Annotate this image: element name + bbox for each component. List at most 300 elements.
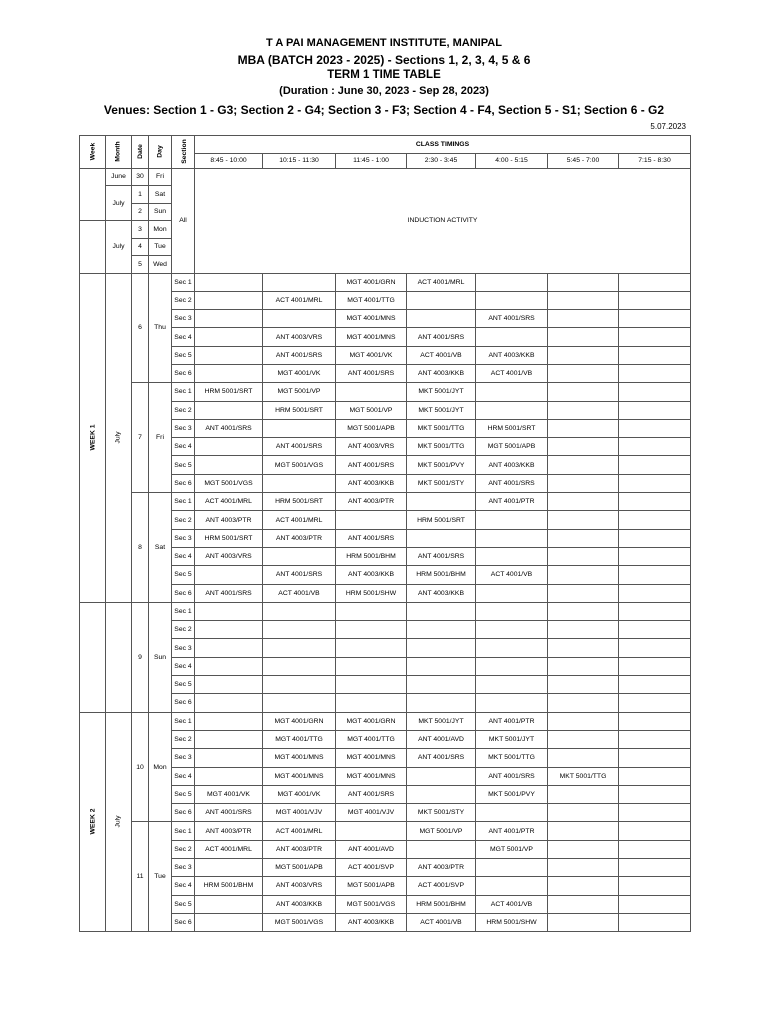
class-slot-cell bbox=[336, 694, 407, 712]
class-slot-cell bbox=[619, 438, 691, 456]
class-slot-cell bbox=[195, 639, 263, 657]
slot-header: 7:15 - 8:30 bbox=[619, 153, 691, 168]
class-slot-cell: ANT 4001/SRS bbox=[476, 474, 548, 492]
class-slot-cell bbox=[336, 621, 407, 639]
class-slot-cell bbox=[548, 547, 619, 565]
venues-line: Venues: Section 1 - G3; Section 2 - G4; Section 3 - F3; Section 4 - F4, Section 5 - S1; Section 6 - G2 bbox=[103, 103, 665, 117]
programme-title: MBA (BATCH 2023 - 2025) - Sections 1, 2, 3, 4, 5 & 6 bbox=[237, 53, 531, 67]
section-cell: Sec 2 bbox=[172, 840, 195, 858]
day-cell: Fri bbox=[149, 168, 172, 186]
class-slot-cell bbox=[195, 676, 263, 694]
class-slot-cell bbox=[407, 657, 476, 675]
section-cell: Sec 2 bbox=[172, 401, 195, 419]
class-slot-cell bbox=[195, 438, 263, 456]
class-slot-cell bbox=[548, 273, 619, 291]
class-slot-cell: MGT 5001/VGS bbox=[195, 474, 263, 492]
class-slot-cell: ANT 4003/VRS bbox=[195, 547, 263, 565]
class-slot-cell: ANT 4003/KKB bbox=[407, 364, 476, 382]
class-slot-cell bbox=[548, 529, 619, 547]
month-cell: July bbox=[106, 221, 132, 274]
class-slot-cell: ANT 4001/SRS bbox=[263, 346, 336, 364]
table-row bbox=[80, 474, 691, 492]
slot-header: 5:45 - 7:00 bbox=[548, 153, 619, 168]
month-cell: June bbox=[106, 168, 132, 186]
table-row bbox=[80, 328, 691, 346]
class-slot-cell: HRM 5001/SRT bbox=[195, 383, 263, 401]
class-slot-cell bbox=[476, 676, 548, 694]
class-slot-cell bbox=[263, 657, 336, 675]
class-slot-cell: MKT 5001/JYT bbox=[407, 383, 476, 401]
class-slot-cell: ANT 4001/SRS bbox=[407, 547, 476, 565]
section-cell: Sec 1 bbox=[172, 493, 195, 511]
section-cell: Sec 3 bbox=[172, 749, 195, 767]
class-slot-cell bbox=[263, 676, 336, 694]
class-slot-cell bbox=[619, 401, 691, 419]
class-slot-cell: MGT 5001/APB bbox=[336, 419, 407, 437]
day-cell: Wed bbox=[149, 256, 172, 274]
date-cell: 3 bbox=[132, 221, 149, 239]
class-slot-cell bbox=[195, 859, 263, 877]
class-slot-cell bbox=[619, 584, 691, 602]
class-slot-cell bbox=[195, 328, 263, 346]
class-slot-cell: ANT 4003/PTR bbox=[195, 822, 263, 840]
class-slot-cell bbox=[619, 895, 691, 913]
table-row bbox=[80, 804, 691, 822]
class-slot-cell bbox=[619, 621, 691, 639]
class-slot-cell: HRM 5001/SRT bbox=[476, 419, 548, 437]
class-slot-cell bbox=[548, 621, 619, 639]
section-cell: Sec 6 bbox=[172, 364, 195, 382]
section-cell: Sec 5 bbox=[172, 456, 195, 474]
class-slot-cell: ACT 4001/VB bbox=[476, 566, 548, 584]
class-slot-cell bbox=[548, 346, 619, 364]
class-slot-cell: ANT 4001/SRS bbox=[336, 785, 407, 803]
class-slot-cell bbox=[407, 694, 476, 712]
class-slot-cell bbox=[195, 657, 263, 675]
section-cell: Sec 2 bbox=[172, 291, 195, 309]
class-slot-cell: ACT 4001/MRL bbox=[195, 493, 263, 511]
table-row bbox=[80, 273, 691, 291]
section-cell: Sec 3 bbox=[172, 310, 195, 328]
section-cell: Sec 4 bbox=[172, 328, 195, 346]
class-slot-cell bbox=[619, 877, 691, 895]
class-slot-cell bbox=[619, 273, 691, 291]
class-slot-cell: MGT 4001/GRN bbox=[263, 712, 336, 730]
class-slot-cell bbox=[548, 840, 619, 858]
header-row bbox=[80, 136, 691, 154]
class-slot-cell: ANT 4001/SRS bbox=[407, 328, 476, 346]
class-slot-cell bbox=[619, 712, 691, 730]
week-header: Week bbox=[80, 136, 106, 169]
class-slot-cell bbox=[548, 511, 619, 529]
class-slot-cell bbox=[476, 273, 548, 291]
class-slot-cell: MGT 4001/GRN bbox=[336, 273, 407, 291]
month-gap-cell bbox=[106, 602, 132, 712]
class-slot-cell: ANT 4001/SRS bbox=[195, 419, 263, 437]
class-slot-cell bbox=[263, 694, 336, 712]
class-slot-cell: ANT 4003/KKB bbox=[336, 474, 407, 492]
class-slot-cell bbox=[195, 310, 263, 328]
class-slot-cell bbox=[263, 547, 336, 565]
class-slot-cell bbox=[619, 730, 691, 748]
class-slot-cell bbox=[407, 621, 476, 639]
class-slot-cell: MKT 5001/TTG bbox=[407, 419, 476, 437]
class-slot-cell: ACT 4001/MRL bbox=[263, 511, 336, 529]
date-cell: 1 bbox=[132, 186, 149, 204]
class-slot-cell: MGT 5001/APB bbox=[263, 859, 336, 877]
class-slot-cell: ANT 4003/KKB bbox=[336, 566, 407, 584]
slot-header: 10:15 - 11:30 bbox=[263, 153, 336, 168]
class-slot-cell bbox=[195, 712, 263, 730]
class-slot-cell bbox=[407, 602, 476, 620]
day-header: Day bbox=[149, 136, 172, 169]
class-slot-cell bbox=[548, 291, 619, 309]
class-slot-cell bbox=[195, 346, 263, 364]
class-slot-cell bbox=[336, 657, 407, 675]
section-cell: Sec 5 bbox=[172, 566, 195, 584]
class-slot-cell bbox=[263, 639, 336, 657]
class-slot-cell: MKT 5001/STY bbox=[407, 474, 476, 492]
class-slot-cell: MGT 5001/APB bbox=[336, 877, 407, 895]
class-slot-cell: ANT 4001/SRS bbox=[336, 456, 407, 474]
duration-line bbox=[0, 85, 768, 97]
table-row bbox=[80, 657, 691, 675]
table-row bbox=[80, 767, 691, 785]
slot-header: 2:30 - 3:45 bbox=[407, 153, 476, 168]
class-slot-cell bbox=[263, 621, 336, 639]
class-slot-cell: ANT 4003/KKB bbox=[336, 913, 407, 931]
class-slot-cell: ANT 4001/AVD bbox=[336, 840, 407, 858]
class-slot-cell: MKT 5001/JYT bbox=[407, 712, 476, 730]
class-slot-cell: ACT 4001/SVP bbox=[407, 877, 476, 895]
class-slot-cell: MGT 4001/VJV bbox=[336, 804, 407, 822]
class-slot-cell: MGT 4001/MNS bbox=[336, 767, 407, 785]
section-cell: Sec 6 bbox=[172, 913, 195, 931]
class-slot-cell bbox=[548, 310, 619, 328]
day-cell: Sat bbox=[149, 186, 172, 204]
class-slot-cell bbox=[407, 676, 476, 694]
table-row bbox=[80, 566, 691, 584]
class-timings-header: CLASS TIMINGS bbox=[195, 136, 691, 154]
class-slot-cell bbox=[195, 566, 263, 584]
date-cell: 10 bbox=[132, 712, 149, 822]
class-slot-cell bbox=[476, 328, 548, 346]
class-slot-cell bbox=[548, 383, 619, 401]
class-slot-cell: MGT 4001/MNS bbox=[336, 328, 407, 346]
class-slot-cell bbox=[336, 511, 407, 529]
section-cell: Sec 6 bbox=[172, 584, 195, 602]
class-slot-cell: ANT 4001/SRS bbox=[195, 584, 263, 602]
class-slot-cell bbox=[195, 767, 263, 785]
class-slot-cell bbox=[476, 584, 548, 602]
class-slot-cell: ANT 4003/KKB bbox=[407, 584, 476, 602]
class-slot-cell bbox=[407, 310, 476, 328]
class-slot-cell bbox=[619, 364, 691, 382]
table-row bbox=[80, 895, 691, 913]
class-slot-cell bbox=[548, 804, 619, 822]
day-cell: Sun bbox=[149, 602, 172, 712]
class-slot-cell bbox=[619, 859, 691, 877]
class-slot-cell bbox=[619, 602, 691, 620]
class-slot-cell bbox=[548, 676, 619, 694]
class-slot-cell: ANT 4001/AVD bbox=[407, 730, 476, 748]
class-slot-cell bbox=[619, 566, 691, 584]
class-slot-cell: MGT 4001/VK bbox=[195, 785, 263, 803]
class-slot-cell bbox=[619, 676, 691, 694]
induction-activity-cell: INDUCTION ACTIVITY bbox=[195, 168, 691, 273]
class-slot-cell bbox=[407, 639, 476, 657]
class-slot-cell bbox=[548, 328, 619, 346]
day-cell: Sun bbox=[149, 203, 172, 221]
week-label-cell: WEEK 2 bbox=[80, 712, 106, 932]
table-row bbox=[80, 840, 691, 858]
class-slot-cell: ANT 4001/SRS bbox=[476, 310, 548, 328]
class-slot-cell bbox=[548, 785, 619, 803]
section-cell: Sec 4 bbox=[172, 547, 195, 565]
table-row bbox=[80, 291, 691, 309]
class-slot-cell: MGT 4001/VJV bbox=[263, 804, 336, 822]
table-row bbox=[80, 621, 691, 639]
table-row bbox=[80, 529, 691, 547]
class-slot-cell bbox=[548, 822, 619, 840]
class-slot-cell: ANT 4003/KKB bbox=[263, 895, 336, 913]
table-row bbox=[80, 639, 691, 657]
class-slot-cell bbox=[336, 383, 407, 401]
induction-section-cell: All bbox=[172, 168, 195, 273]
class-slot-cell: MKT 5001/TTG bbox=[548, 767, 619, 785]
class-slot-cell: ACT 4001/VB bbox=[476, 895, 548, 913]
class-slot-cell bbox=[548, 913, 619, 931]
class-slot-cell bbox=[195, 401, 263, 419]
revision-date: 5.07.2023 bbox=[650, 122, 686, 131]
day-cell: Tue bbox=[149, 238, 172, 256]
section-cell: Sec 5 bbox=[172, 346, 195, 364]
class-slot-cell: ANT 4001/SRS bbox=[476, 767, 548, 785]
class-slot-cell bbox=[619, 456, 691, 474]
class-slot-cell: ANT 4003/PTR bbox=[263, 529, 336, 547]
class-slot-cell bbox=[548, 493, 619, 511]
duration-open: ( bbox=[279, 85, 283, 97]
table-row bbox=[80, 602, 691, 620]
class-slot-cell bbox=[263, 602, 336, 620]
class-slot-cell bbox=[195, 730, 263, 748]
class-slot-cell bbox=[548, 602, 619, 620]
table-row bbox=[80, 383, 691, 401]
class-slot-cell: MGT 4001/MNS bbox=[263, 767, 336, 785]
date-cell: 7 bbox=[132, 383, 149, 493]
class-slot-cell bbox=[619, 749, 691, 767]
class-slot-cell: MGT 4001/TTG bbox=[336, 730, 407, 748]
class-slot-cell: ACT 4001/VB bbox=[407, 913, 476, 931]
class-slot-cell bbox=[407, 529, 476, 547]
timetable bbox=[79, 135, 691, 932]
class-slot-cell: MKT 5001/JYT bbox=[407, 401, 476, 419]
section-cell: Sec 1 bbox=[172, 602, 195, 620]
month-header: Month bbox=[106, 136, 132, 169]
class-slot-cell: ANT 4003/PTR bbox=[195, 511, 263, 529]
day-cell: Mon bbox=[149, 221, 172, 239]
duration-text: Duration : June 30, 2023 - Sep 28, 2023 bbox=[282, 85, 486, 97]
class-slot-cell bbox=[195, 694, 263, 712]
class-slot-cell: ANT 4001/SRS bbox=[336, 529, 407, 547]
class-slot-cell: ANT 4003/PTR bbox=[263, 840, 336, 858]
class-slot-cell bbox=[619, 547, 691, 565]
class-slot-cell bbox=[548, 730, 619, 748]
class-slot-cell bbox=[476, 401, 548, 419]
class-slot-cell: MGT 5001/VGS bbox=[336, 895, 407, 913]
section-cell: Sec 4 bbox=[172, 877, 195, 895]
class-slot-cell: MGT 5001/VGS bbox=[263, 456, 336, 474]
table-row bbox=[80, 493, 691, 511]
class-slot-cell: MGT 4001/MNS bbox=[336, 310, 407, 328]
class-slot-cell bbox=[619, 493, 691, 511]
class-slot-cell: MGT 5001/VP bbox=[336, 401, 407, 419]
induction-week-cell bbox=[80, 221, 106, 274]
class-slot-cell: MKT 5001/TTG bbox=[407, 438, 476, 456]
class-slot-cell bbox=[619, 328, 691, 346]
class-slot-cell bbox=[263, 273, 336, 291]
class-slot-cell bbox=[336, 602, 407, 620]
class-slot-cell bbox=[619, 804, 691, 822]
class-slot-cell bbox=[548, 639, 619, 657]
date-header: Date bbox=[132, 136, 149, 169]
slot-header: 8:45 - 10:00 bbox=[195, 153, 263, 168]
date-cell: 4 bbox=[132, 238, 149, 256]
class-slot-cell bbox=[476, 877, 548, 895]
table-row bbox=[80, 511, 691, 529]
class-slot-cell bbox=[619, 291, 691, 309]
class-slot-cell: MGT 4001/MNS bbox=[263, 749, 336, 767]
class-slot-cell: ANT 4001/SRS bbox=[195, 804, 263, 822]
section-cell: Sec 3 bbox=[172, 639, 195, 657]
class-slot-cell: ACT 4001/MRL bbox=[263, 291, 336, 309]
table-row bbox=[80, 584, 691, 602]
class-slot-cell bbox=[548, 401, 619, 419]
timetable-body bbox=[80, 136, 691, 932]
class-slot-cell bbox=[407, 840, 476, 858]
table-row bbox=[80, 364, 691, 382]
class-slot-cell bbox=[548, 877, 619, 895]
class-slot-cell: ACT 4001/MRL bbox=[195, 840, 263, 858]
class-slot-cell bbox=[476, 529, 548, 547]
class-slot-cell: ANT 4003/VRS bbox=[336, 438, 407, 456]
class-slot-cell bbox=[263, 310, 336, 328]
class-slot-cell: HRM 5001/BHM bbox=[336, 547, 407, 565]
section-cell: Sec 3 bbox=[172, 529, 195, 547]
class-slot-cell bbox=[476, 804, 548, 822]
section-cell: Sec 6 bbox=[172, 694, 195, 712]
section-cell: Sec 4 bbox=[172, 657, 195, 675]
class-slot-cell: MGT 4001/VK bbox=[263, 785, 336, 803]
class-slot-cell bbox=[195, 364, 263, 382]
class-slot-cell bbox=[476, 859, 548, 877]
day-cell: Tue bbox=[149, 822, 172, 932]
section-cell: Sec 4 bbox=[172, 767, 195, 785]
class-slot-cell bbox=[407, 493, 476, 511]
class-slot-cell: ANT 4001/SRS bbox=[336, 364, 407, 382]
table-row bbox=[80, 712, 691, 730]
date-cell: 2 bbox=[132, 203, 149, 221]
induction-week-cell bbox=[80, 168, 106, 221]
class-slot-cell bbox=[548, 566, 619, 584]
table-row bbox=[80, 456, 691, 474]
section-cell: Sec 4 bbox=[172, 438, 195, 456]
day-cell: Thu bbox=[149, 273, 172, 383]
class-slot-cell bbox=[476, 511, 548, 529]
class-slot-cell bbox=[263, 419, 336, 437]
class-slot-cell bbox=[476, 621, 548, 639]
section-cell: Sec 5 bbox=[172, 895, 195, 913]
day-cell: Sat bbox=[149, 493, 172, 603]
class-slot-cell: ACT 4001/MRL bbox=[263, 822, 336, 840]
section-cell: Sec 2 bbox=[172, 511, 195, 529]
slot-header: 4:00 - 5:15 bbox=[476, 153, 548, 168]
class-slot-cell bbox=[195, 621, 263, 639]
month-cell: July bbox=[106, 186, 132, 221]
table-row bbox=[80, 749, 691, 767]
class-slot-cell bbox=[336, 676, 407, 694]
class-slot-cell: ANT 4001/PTR bbox=[476, 493, 548, 511]
table-row bbox=[80, 913, 691, 931]
table-row bbox=[80, 401, 691, 419]
class-slot-cell: ANT 4001/SRS bbox=[407, 749, 476, 767]
day-cell: Fri bbox=[149, 383, 172, 493]
date-cell: 11 bbox=[132, 822, 149, 932]
section-cell: Sec 3 bbox=[172, 419, 195, 437]
section-cell: Sec 3 bbox=[172, 859, 195, 877]
class-slot-cell bbox=[619, 511, 691, 529]
table-row bbox=[80, 859, 691, 877]
class-slot-cell bbox=[407, 767, 476, 785]
class-slot-cell: ANT 4003/PTR bbox=[336, 493, 407, 511]
class-slot-cell bbox=[476, 639, 548, 657]
class-slot-cell: ANT 4001/SRS bbox=[263, 438, 336, 456]
class-slot-cell: ACT 4001/MRL bbox=[407, 273, 476, 291]
class-slot-cell bbox=[407, 785, 476, 803]
class-slot-cell: HRM 5001/SHW bbox=[336, 584, 407, 602]
class-slot-cell bbox=[619, 419, 691, 437]
duration-close: ) bbox=[485, 85, 489, 97]
class-slot-cell: HRM 5001/SRT bbox=[263, 401, 336, 419]
section-cell: Sec 1 bbox=[172, 273, 195, 291]
timetable-title: TERM 1 TIME TABLE bbox=[327, 69, 441, 81]
class-slot-cell: MGT 4001/VK bbox=[263, 364, 336, 382]
class-slot-cell: MKT 5001/JYT bbox=[476, 730, 548, 748]
class-slot-cell: MGT 4001/MNS bbox=[336, 749, 407, 767]
class-slot-cell: MKT 5001/PVY bbox=[407, 456, 476, 474]
class-slot-cell bbox=[476, 547, 548, 565]
class-slot-cell: ACT 4001/VB bbox=[407, 346, 476, 364]
month-cell: July bbox=[106, 712, 132, 932]
table-row bbox=[80, 676, 691, 694]
class-slot-cell bbox=[619, 310, 691, 328]
class-slot-cell bbox=[548, 895, 619, 913]
class-slot-cell bbox=[619, 913, 691, 931]
class-slot-cell bbox=[619, 822, 691, 840]
table-row bbox=[80, 785, 691, 803]
class-slot-cell: ACT 4001/VB bbox=[476, 364, 548, 382]
class-slot-cell bbox=[548, 657, 619, 675]
class-slot-cell bbox=[619, 694, 691, 712]
class-slot-cell bbox=[476, 657, 548, 675]
class-slot-cell: MKT 5001/STY bbox=[407, 804, 476, 822]
class-slot-cell bbox=[336, 822, 407, 840]
table-row bbox=[80, 438, 691, 456]
class-slot-cell bbox=[548, 438, 619, 456]
class-slot-cell bbox=[619, 346, 691, 364]
class-slot-cell bbox=[619, 767, 691, 785]
class-slot-cell bbox=[195, 602, 263, 620]
